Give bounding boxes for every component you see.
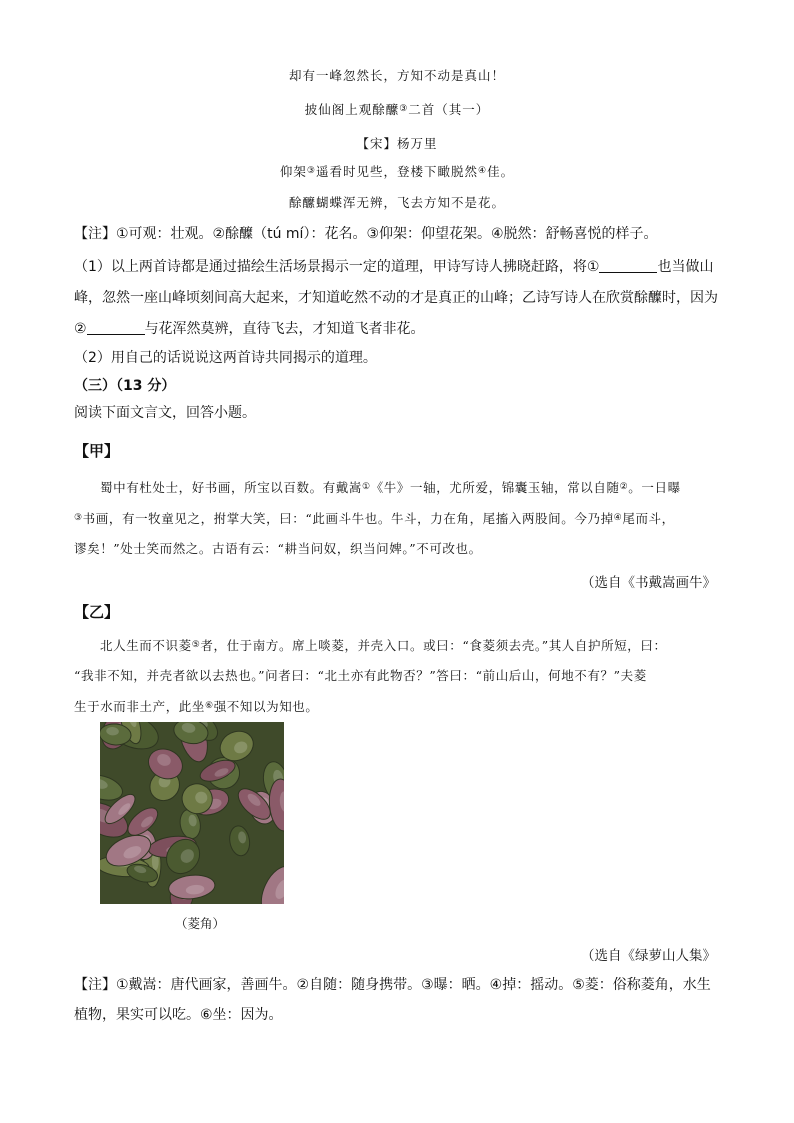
poem-text: 仰架	[279, 164, 307, 179]
passage-text: 《牛》一轴，尤所爱，锦囊玉轴，常以自随	[370, 480, 620, 495]
note-marker: ③	[74, 513, 83, 523]
note-marker: ①	[362, 482, 371, 492]
note-marker: ③	[399, 104, 409, 114]
poem-title-suffix: 二首（其一）	[408, 102, 490, 117]
passage-text: 北人生而不识菱	[100, 638, 192, 653]
poem-title-text: 披仙阁上观酴醿	[304, 102, 400, 117]
question-text: ②	[74, 321, 87, 337]
poem-text: 佳。	[487, 164, 515, 179]
poem-line-3: 酴醿蝴蝶浑无辨，飞去方知不是花。	[288, 195, 505, 210]
note-marker: ②	[619, 482, 629, 492]
question-text: 峰，忽然一座山峰顷刻间高大起来，才知道屹然不动的才是真正的山峰；乙诗写诗人在欣赏酴醾时，因为	[74, 290, 718, 306]
question-text: （1）以上两首诗都是通过描绘生活场景揭示一定的道理，甲诗写诗人拂晓赶路，将①	[74, 259, 600, 275]
note-marker: ④	[478, 166, 488, 176]
passage-text: 蜀中有杜处士，好书画，所宝以百数。有戴嵩	[100, 480, 363, 495]
answer-blank-1[interactable]	[599, 258, 657, 273]
passage-text: 书画，有一牧童见之，拊掌大笑，曰：“此画斗牛也。牛斗，力在角，尾搐入两股间。今乃掉	[82, 511, 614, 526]
question-text: 也当做山	[657, 259, 714, 275]
poem-title-b	[0, 100, 794, 118]
question-text: 与花浑然莫辨，直待飞去，才知道飞者非花。	[144, 321, 425, 337]
section-title: （三）（13 分）	[74, 378, 176, 394]
passage-text: 强不知以为知也。	[213, 699, 319, 714]
note-marker: ④	[613, 513, 623, 523]
passage-text: 尾而斗，	[622, 511, 675, 526]
source-jia: （选自《书戴嵩画牛》	[581, 575, 716, 591]
poem-text: 遥看时见些，登楼下瞰脱然	[315, 164, 478, 179]
passage-text: 谬矣！”处士笑而然之。古语有云：“耕当问奴，织当问婢。”不可改也。	[74, 541, 482, 556]
source-yi: （选自《绿萝山人集》	[581, 948, 716, 964]
note-marker: ③	[306, 166, 316, 176]
passage-yi-label: 【乙】	[74, 603, 120, 621]
water-caltrop-photo	[100, 722, 284, 904]
note-text: 植物，果实可以吃。⑥坐：因为。	[74, 1007, 283, 1023]
water-caltrop-image	[100, 722, 284, 904]
poem-line-2	[0, 162, 794, 180]
question-2: （2）用自己的话说说这两首诗共同揭示的道理。	[74, 350, 377, 366]
poem-line-1: 却有一峰忽然长，方知不动是真山！	[288, 68, 505, 83]
note-marker: ⑥	[205, 701, 214, 711]
passage-yi	[74, 630, 724, 722]
passage-text: 生于水而非土产，此坐	[74, 699, 206, 714]
section-instruction: 阅读下面文言文，回答小题。	[74, 405, 256, 421]
answer-blank-2[interactable]	[87, 320, 145, 335]
photo-caption: （菱角）	[175, 916, 226, 931]
passage-text: 者，仕于南方。席上啖菱，并壳入口。或曰：“食菱须去壳。”其人自护所短，曰：	[200, 638, 667, 653]
passage-jia-label: 【甲】	[74, 442, 120, 460]
note-marker: ⑤	[191, 640, 201, 650]
passage-text: 。一日曝	[628, 480, 681, 495]
question-1	[74, 252, 720, 345]
final-note	[74, 970, 720, 1030]
passage-jia	[74, 472, 724, 564]
passage-text: “我非不知，并壳者欲以去热也。”问者曰：“北土亦有此物否？”答曰：“前山后山，何地不有？”夫菱	[74, 668, 647, 683]
poem-author: 【宋】杨万里	[356, 136, 438, 151]
note-text: 【注】①戴嵩：唐代画家，善画牛。②自随：随身携带。③曝：晒。④掉：摇动。⑤菱：俗称菱角，水生	[74, 977, 711, 993]
poem-note: 【注】①可观：壮观。②酴醾（tú mí）：花名。③仰架：仰望花架。④脱然：舒畅喜悦的样子。	[74, 226, 658, 242]
